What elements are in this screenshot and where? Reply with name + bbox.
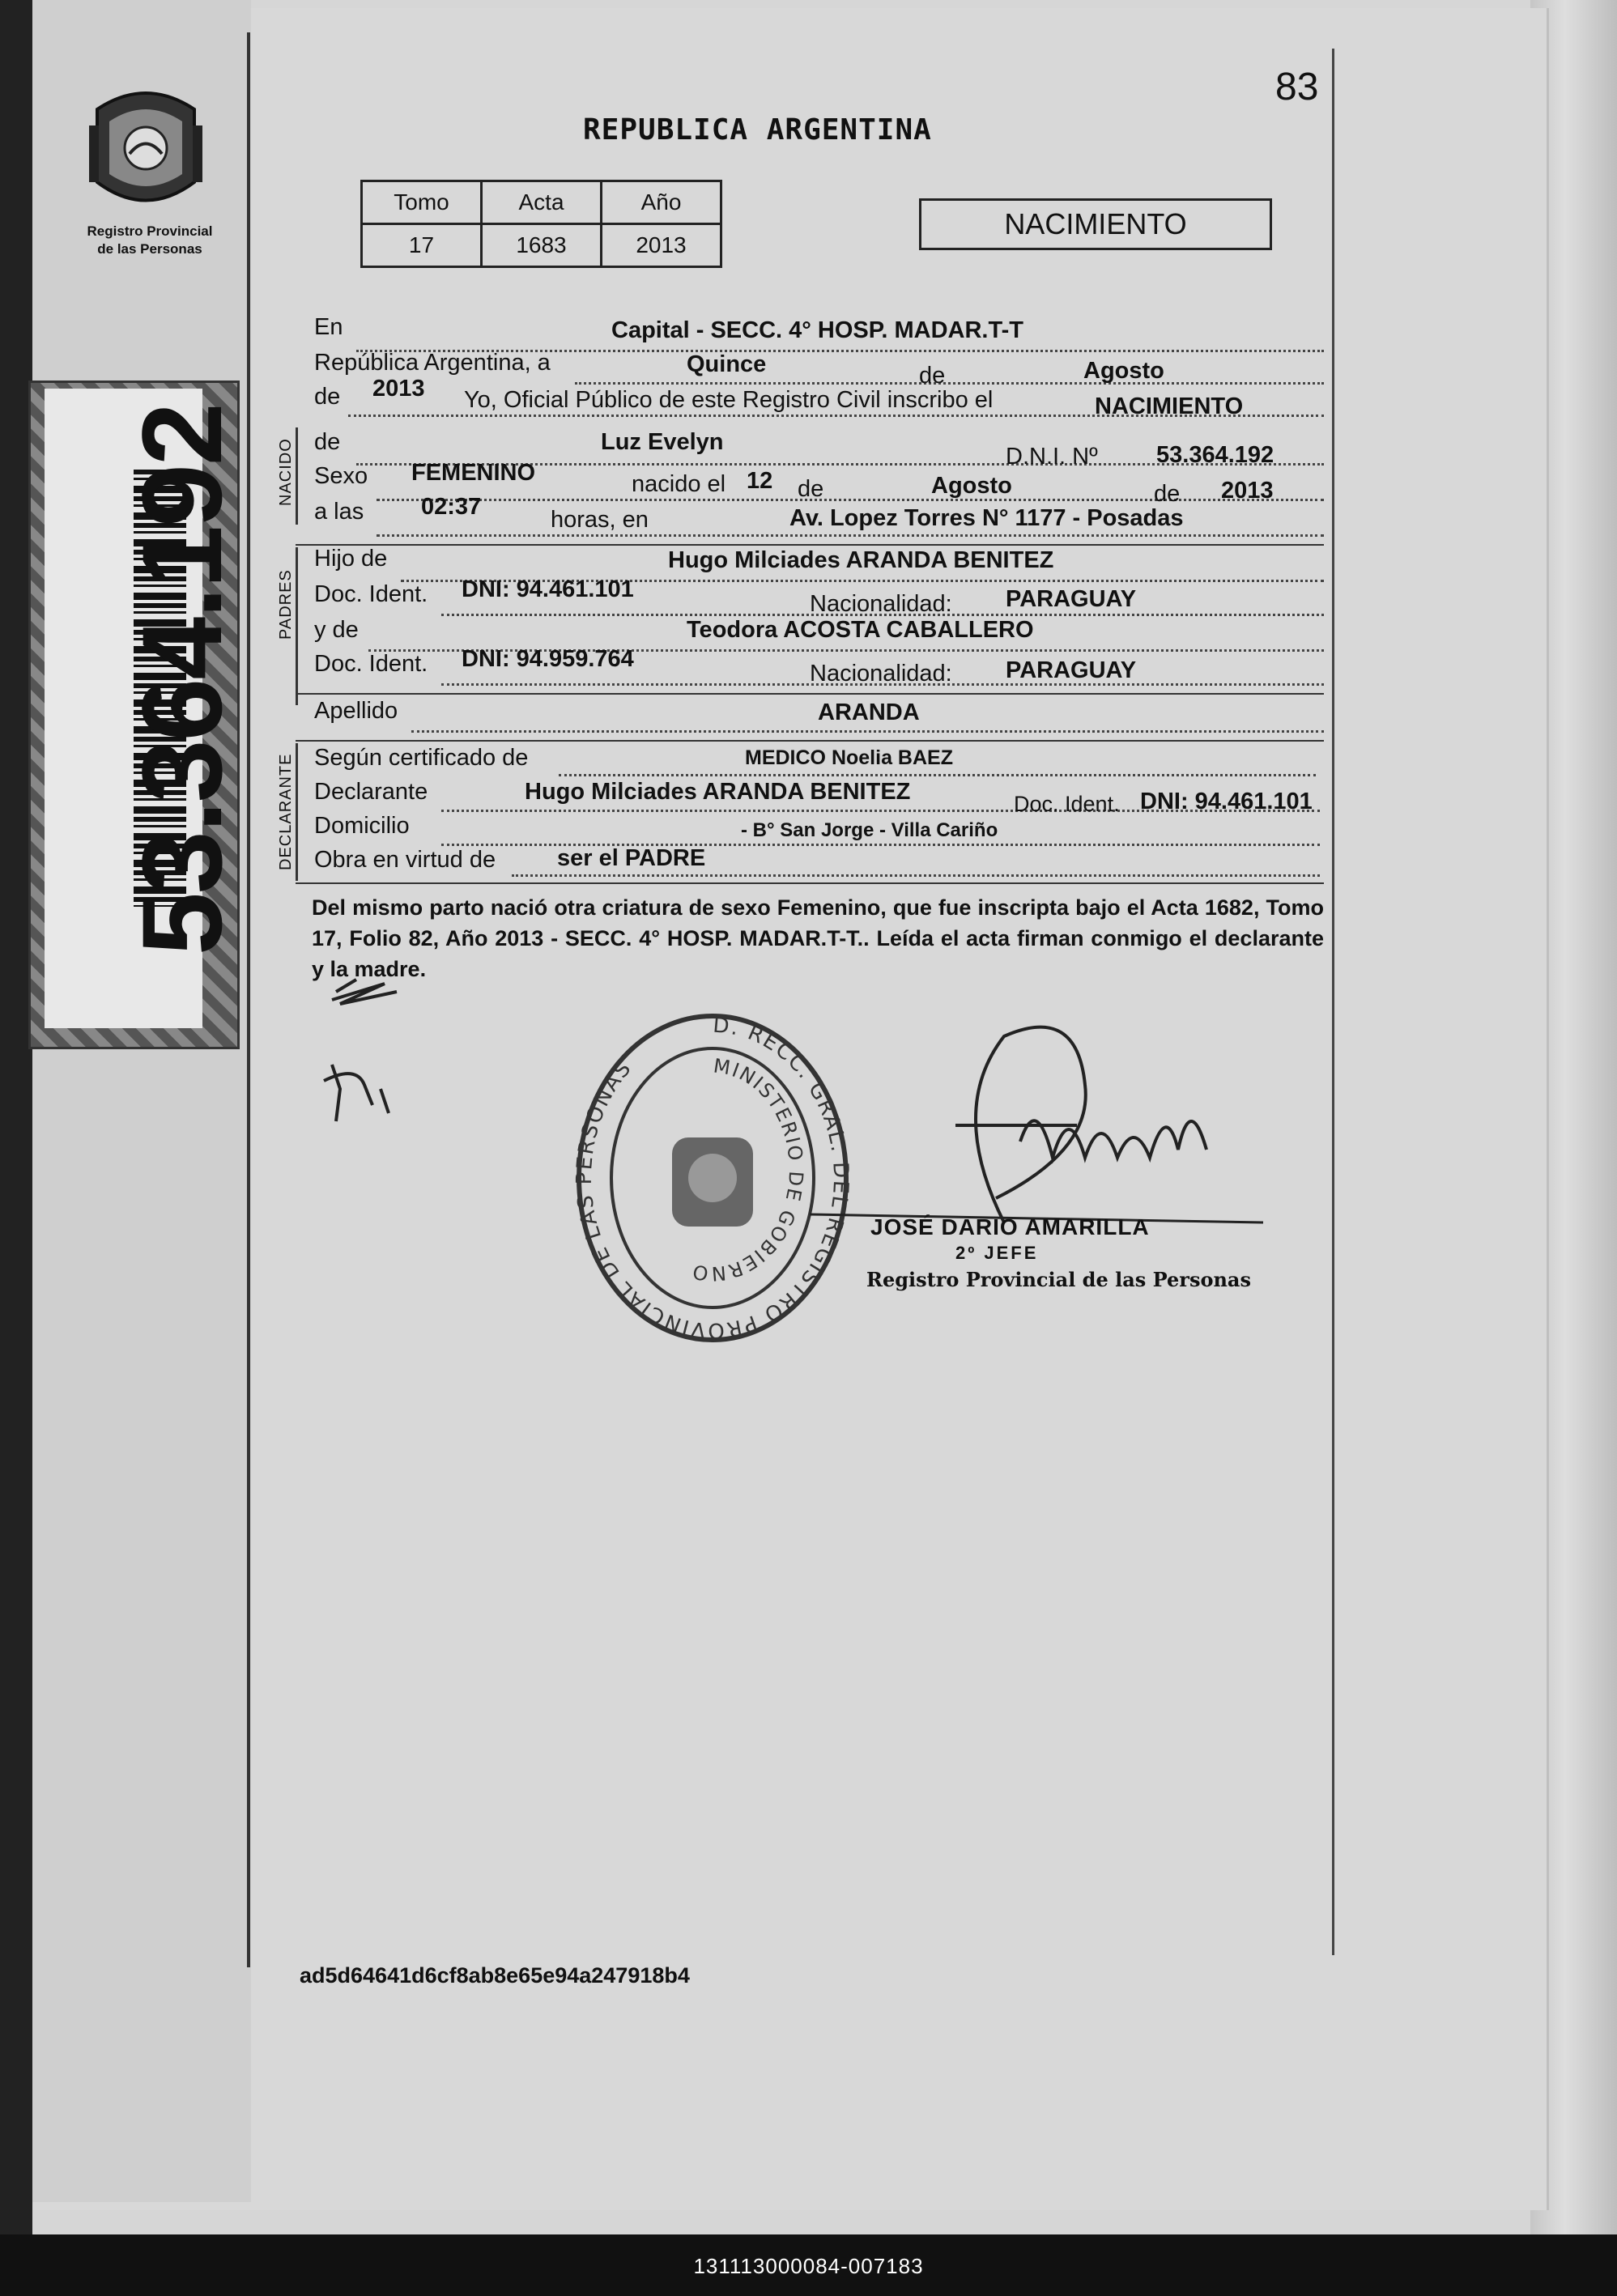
label-en: En [314, 314, 343, 340]
label-apellido: Apellido [314, 698, 398, 724]
vertical-dni-number: 53.364.192 [118, 404, 245, 955]
value-apellido: ARANDA [818, 699, 920, 725]
section-divider [296, 740, 1324, 742]
value-time: 02:37 [421, 494, 482, 520]
dotted-line [512, 874, 1320, 877]
value-declarante-doc: DNI: 94.461.101 [1140, 789, 1313, 814]
value-father: Hugo Milciades ARANDA BENITEZ [668, 547, 1054, 573]
value-place: Av. Lopez Torres N° 1177 - Posadas [789, 505, 1184, 531]
value-dni: 53.364.192 [1156, 442, 1274, 468]
value-anio: 2013 [602, 224, 721, 267]
label-nacionalidad-father: Nacionalidad: [810, 591, 952, 617]
section-label-padres: PADRES [277, 569, 295, 640]
label-dni: D.N.I. Nº [1006, 444, 1098, 470]
value-segun: MEDICO Noelia BAEZ [745, 746, 953, 769]
value-father-doc: DNI: 94.461.101 [462, 576, 634, 602]
value-mother-nationality: PARAGUAY [1006, 657, 1137, 683]
registry-table-value-row [362, 224, 721, 267]
value-birth-year: 2013 [1221, 478, 1274, 504]
registry-table-header-row [362, 181, 721, 224]
registry-table [360, 180, 722, 268]
section-divider [296, 693, 1324, 695]
value-day: Quince [687, 351, 767, 377]
section-bracket-declarante [296, 743, 298, 881]
label-nacionalidad-mother: Nacionalidad: [810, 661, 952, 687]
declarant-signature [308, 967, 453, 1137]
section-bracket-padres [296, 547, 298, 705]
header-acta: Acta [482, 181, 602, 224]
stamp-outer-text: D. RECC. GRAL. DEL REGISTRO PROVINCIAL DE LAS PERSONAS [572, 1013, 853, 1343]
label-de-year: de [1154, 481, 1181, 507]
value-mother-doc: DNI: 94.959.764 [462, 646, 634, 672]
section-divider [296, 882, 1324, 884]
stamp-inner-text: MINISTERIO DE GOBIERNO [689, 1054, 808, 1286]
dotted-line [575, 382, 1324, 385]
label-doc-ident-father: Doc. Ident. [314, 581, 428, 607]
value-name: Luz Evelyn [601, 429, 724, 455]
dotted-line [377, 534, 1324, 537]
value-obra: ser el PADRE [557, 845, 706, 871]
officer-role: 2º JEFE [955, 1243, 1039, 1263]
header-anio: Año [602, 181, 721, 224]
page-number: 83 [1275, 66, 1319, 108]
label-oficial: Yo, Oficial Público de este Registro Civil inscribo el [464, 387, 994, 413]
label-doc-ident-declarante: Doc. Ident. [1014, 792, 1120, 816]
province-seal-logo-icon [81, 77, 211, 223]
label-nacido-el: nacido el [632, 471, 726, 497]
document-title: REPUBLICA ARGENTINA [583, 113, 932, 147]
scan-id-footer: 131113000084-007183 [693, 2254, 924, 2278]
value-month: Agosto [1083, 358, 1164, 384]
right-border-line [1332, 49, 1334, 1955]
section-bracket-nacido [296, 427, 298, 525]
value-inscribo: NACIMIENTO [1095, 393, 1244, 419]
label-sexo: Sexo [314, 463, 368, 489]
value-acta: 1683 [482, 224, 602, 267]
label-a-las: a las [314, 499, 364, 525]
value-domicilio: - B° San Jorge - Villa Cariño [741, 819, 998, 841]
value-mother: Teodora ACOSTA CABALLERO [687, 617, 1034, 643]
note-paragraph: Del mismo parto nació otra criatura de sexo Femenino, que fue inscripta bajo el Acta 1682, Tomo 17, Folio 82, Año 2013 - SECC. 4° HOSP. MADAR.T-T.. Leída el acta firman conmigo el declarante y la madre. [312, 895, 1324, 981]
logo-caption-line1: Registro Provincial [87, 223, 213, 239]
label-declarante: Declarante [314, 779, 428, 805]
value-birth-day: 12 [747, 468, 773, 494]
scan-left-edge [0, 0, 32, 2234]
section-label-nacido: NACIDO [277, 438, 295, 506]
label-year-de: de [314, 384, 341, 410]
logo-caption [57, 223, 243, 258]
label-de: de [919, 363, 946, 389]
record-type-box: NACIMIENTO [919, 198, 1272, 250]
label-y-de: y de [314, 617, 359, 643]
label-doc-ident-mother: Doc. Ident. [314, 651, 428, 677]
left-margin-column [32, 0, 251, 2202]
dotted-line [559, 774, 1316, 776]
value-en: Capital - SECC. 4° HOSP. MADAR.T-T [611, 317, 1023, 343]
logo-caption-line2: de las Personas [97, 241, 202, 257]
label-segun: Según certificado de [314, 745, 529, 771]
label-horas: horas, en [551, 507, 649, 533]
label-hijo-de: Hijo de [314, 546, 388, 572]
value-year: 2013 [372, 376, 425, 402]
officer-office: Registro Provincial de las Personas [866, 1268, 1251, 1291]
section-divider [296, 544, 1324, 546]
document-hash: ad5d64641d6cf8ab8e65e94a247918b4 [300, 1963, 690, 1988]
margin-separator-line [247, 32, 250, 1967]
dotted-line [411, 730, 1324, 733]
label-de-month: de [798, 476, 824, 502]
value-tomo: 17 [362, 224, 482, 267]
dotted-line [377, 499, 1324, 501]
label-domicilio: Domicilio [314, 813, 410, 839]
label-obra: Obra en virtud de [314, 847, 496, 873]
officer-name: JOSÉ DARIO AMARILLA [870, 1214, 1150, 1239]
value-declarante: Hugo Milciades ARANDA BENITEZ [525, 779, 911, 805]
header-tomo: Tomo [362, 181, 482, 224]
label-republica: República Argentina, a [314, 350, 551, 376]
value-father-nationality: PARAGUAY [1006, 586, 1137, 612]
value-sexo: FEMENINO [411, 460, 536, 486]
label-de-name: de [314, 429, 341, 455]
value-birth-month: Agosto [931, 473, 1012, 499]
section-label-declarante: DECLARANTE [277, 753, 295, 870]
